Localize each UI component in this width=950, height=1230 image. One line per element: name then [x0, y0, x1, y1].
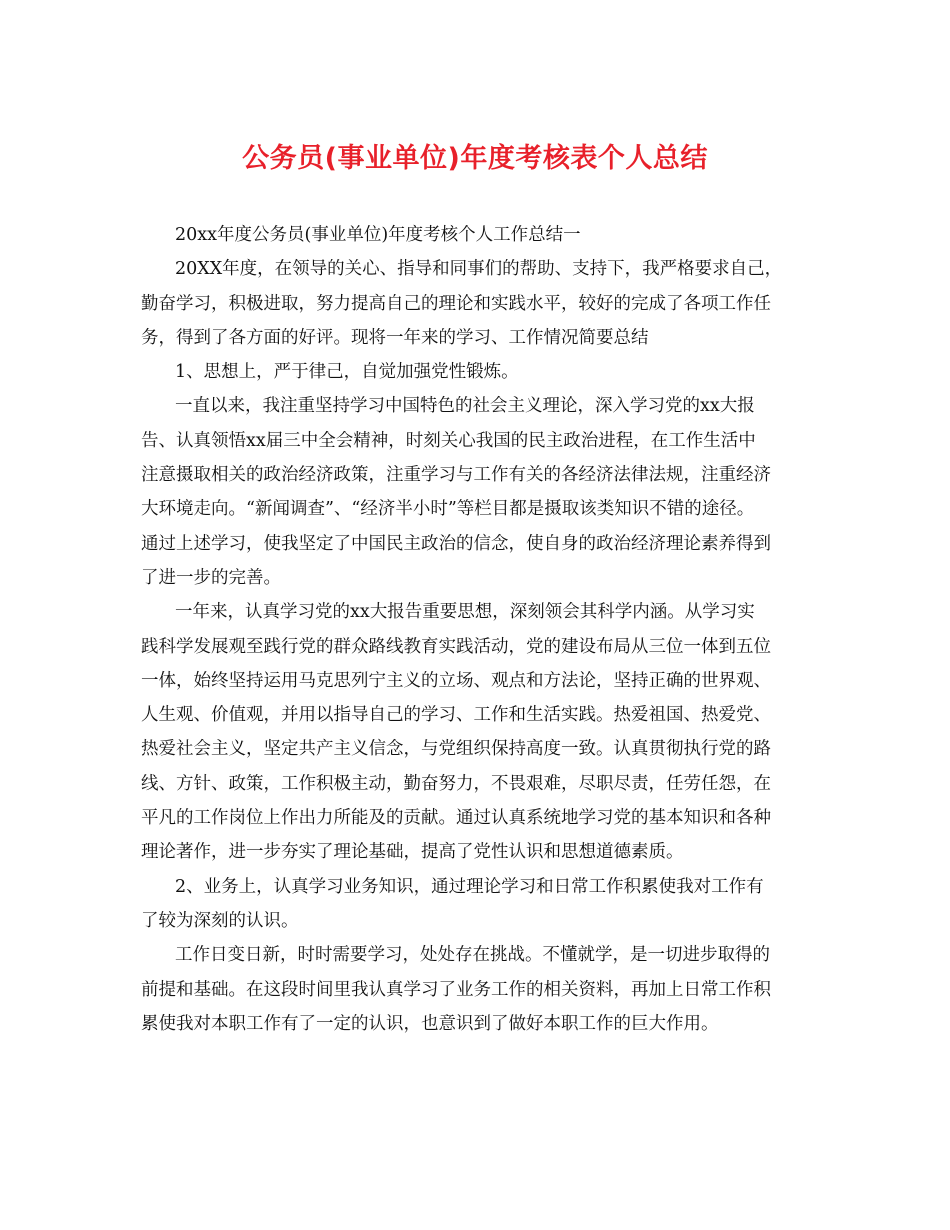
- paragraph-line: 了进一步的完善。: [141, 567, 281, 588]
- paragraph-line: 务，得到了各方面的好评。现将一年来的学习、工作情况简要总结: [141, 327, 649, 348]
- paragraph-line: 人生观、价值观，并用以指导自己的学习、工作和生活实践。热爱祖国、热爱党、: [141, 705, 771, 726]
- document-title: 公务员(事业单位)年度考核表个人总结: [242, 143, 708, 174]
- paragraph-line: 平凡的工作岗位上作出力所能及的贡献。通过认真系统地学习党的基本知识和各种: [141, 808, 771, 829]
- paragraph-line: 理论著作，进一步夯实了理论基础，提高了党性认识和思想道德素质。: [141, 842, 684, 863]
- paragraph-line: 累使我对本职工作有了一定的认识，也意识到了做好本职工作的巨大作用。: [141, 1013, 719, 1034]
- paragraph-line: 热爱社会主义，坚定共产主义信念，与党组织保持高度一致。认真贯彻执行党的路: [141, 739, 771, 760]
- paragraph-line: 前提和基础。在这段时间里我认真学习了业务工作的相关资料，再加上日常工作积: [141, 979, 771, 1000]
- paragraph-line: 践科学发展观至践行党的群众路线教育实践活动，党的建设布局从三位一体到五位: [141, 636, 771, 657]
- paragraph-line: 线、方针、政策，工作积极主动，勤奋努力，不畏艰难，尽职尽责，任劳任怨，在: [141, 773, 771, 794]
- paragraph-line: 注意摄取相关的政治经济政策，注重学习与工作有关的各经济法律法规，注重经济: [141, 465, 771, 486]
- paragraph-first-line: 一年来，认真学习党的xx大报告重要思想，深刻领会其科学内涵。从学习实: [175, 602, 755, 623]
- paragraph-line: 大环境走向。“新闻调查”、“经济半小时”等栏目都是摄取该类知识不错的途径。: [141, 499, 755, 520]
- paragraph-line: 通过上述学习，使我坚定了中国民主政治的信念，使自身的政治经济理论素养得到: [141, 533, 771, 554]
- paragraph-first-line: 1、思想上，严于律己，自觉加强党性锻炼。: [175, 362, 519, 383]
- paragraph-first-line: 2、业务上，认真学习业务知识，通过理论学习和日常工作积累使我对工作有: [175, 876, 764, 897]
- paragraph-line: 勤奋学习，积极进取，努力提高自己的理论和实践水平，较好的完成了各项工作任: [141, 293, 771, 314]
- paragraph-line: 一体，始终坚持运用马克思列宁主义的立场、观点和方法论，坚持正确的世界观、: [141, 670, 771, 691]
- paragraph-first-line: 工作日变日新，时时需要学习，处处存在挑战。不懂就学，是一切进步取得的: [175, 945, 770, 966]
- document-body: [141, 218, 817, 1041]
- paragraph-first-line: 20xx年度公务员(事业单位)年度考核个人工作总结一: [175, 225, 581, 245]
- paragraph-first-line: 一直以来，我注重坚持学习中国特色的社会主义理论，深入学习党的xx大报: [175, 396, 755, 417]
- paragraph-line: 了较为深刻的认识。: [141, 910, 299, 931]
- paragraph-first-line: 20XX年度，在领导的关心、指导和同事们的帮助、支持下，我严格要求自己，: [175, 259, 783, 280]
- paragraph-line: 告、认真领悟xx届三中全会精神，时刻关心我国的民主政治进程，在工作生活中: [141, 430, 756, 451]
